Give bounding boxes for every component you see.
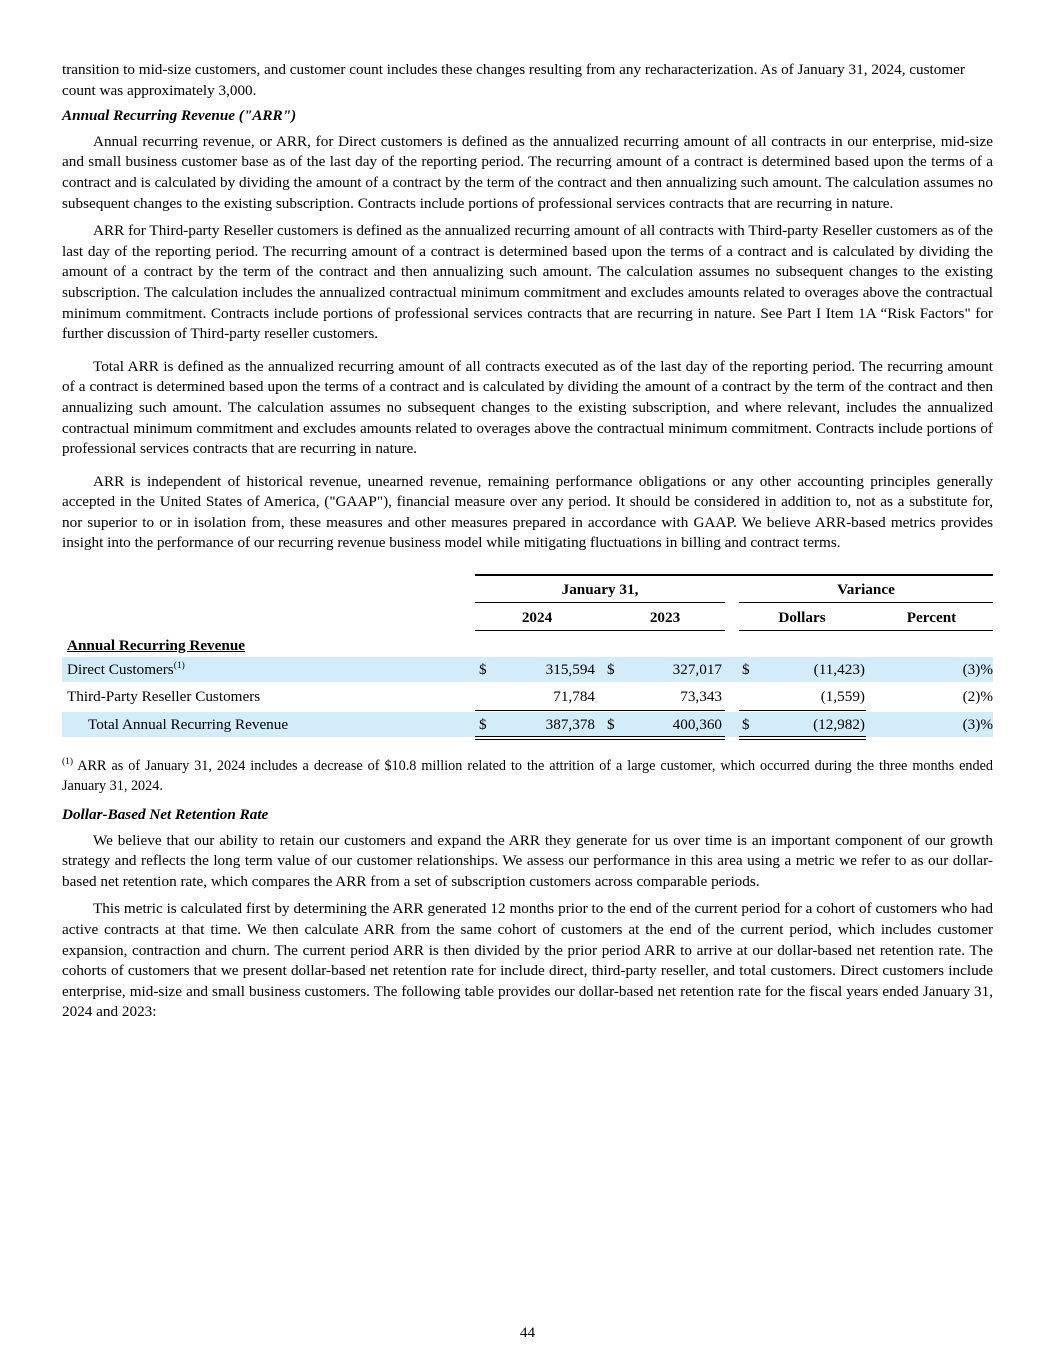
- header-2024: 2024: [521, 609, 553, 627]
- arr-table: [62, 574, 993, 742]
- row-label-total: Total Annual Recurring Revenue: [88, 716, 289, 734]
- arr-heading: Annual Recurring Revenue ("ARR"): [62, 107, 297, 125]
- retention-heading: Dollar-Based Net Retention Rate: [62, 806, 269, 824]
- value-dollars: (1,559): [820, 688, 865, 706]
- value-2023: 400,360: [672, 716, 722, 734]
- footnote-text: ARR as of January 31, 2024 includes a decrease of $10.8 million related to the attrition of a large customer, which occurred during the three months ended January 31, 2024.: [62, 758, 993, 795]
- value-2024: 71,784: [553, 688, 595, 706]
- value-dollars: (11,423): [813, 661, 865, 679]
- value-percent: (3)%: [962, 661, 993, 679]
- header-dollars: Dollars: [778, 609, 826, 627]
- value-2023: 73,343: [680, 688, 722, 706]
- currency-sign: $: [742, 716, 750, 734]
- row-label-direct: Direct Customers: [67, 661, 174, 679]
- section-label: Annual Recurring Revenue: [67, 637, 246, 655]
- retention-paragraph-1: We believe that our ability to retain our customers and expand the ARR they generate for us over time is an important component of our growth strategy and reflects the long term value of our customer relationships. We assess our performance in this area using a metric we refer to as our dollar-based net retention rate, which compares the ARR from a set of subscription customers across comparable periods.: [62, 831, 993, 890]
- currency-sign: $: [479, 661, 487, 679]
- currency-sign: $: [607, 716, 615, 734]
- footnote-ref: (1): [173, 661, 185, 672]
- page-number: 44: [519, 1324, 536, 1341]
- arr-paragraph-3: Total ARR is defined as the annualized recurring amount of all contracts executed as of the last day of the reporting period. The recurring amount of a contract is determined based upon the terms of a contract and is calculated by dividing the amount of a contract by the term of the contract and then annualizing such amount. The calculation assumes no subsequent changes to the existing subscription, and where relevant, includes the annualized contractual minimum commitment and excludes amounts related to overages above the contractual minimum commitment. Contracts include portions of professional services contracts that are recurring in nature.: [62, 357, 993, 458]
- page-body: [62, 60, 993, 1023]
- intro-fragment: transition to mid-size customers, and customer count includes these changes resulting from any recharacterization. As of January 31, 2024, customer count was approximately 3,000.: [62, 61, 965, 99]
- arr-paragraph-4: ARR is independent of historical revenue, unearned revenue, remaining performance obligations or any other accounting principles generally accepted in the United States of America, ("GAAP"), financial measure over any period. It should be considered in addition to, not as a substitute for, nor superior to or in isolation from, these measures and other measures prepared in accordance with GAAP. We believe ARR-based metrics provides insight into the performance of our recurring revenue business model while mitigating fluctuations in billing and contract terms.: [62, 472, 993, 552]
- currency-sign: $: [607, 661, 615, 679]
- header-2023: 2023: [649, 609, 681, 627]
- arr-paragraph-1: Annual recurring revenue, or ARR, for Direct customers is defined as the annualized recurring amount of all contracts in our enterprise, mid-size and small business customer base as of the last day of the reporting period. The recurring amount of a contract is determined based upon the terms of a contract and is calculated by dividing the amount of a contract by the term of the contract and then annualizing such amount. The calculation assumes no subsequent changes to the existing subscription. Contracts include portions of professional services contracts that are recurring in nature.: [62, 132, 993, 212]
- header-variance: Variance: [837, 581, 895, 599]
- currency-sign: $: [742, 661, 750, 679]
- row-label-reseller: Third-Party Reseller Customers: [67, 688, 261, 706]
- header-percent: Percent: [906, 609, 957, 627]
- footnote: [62, 756, 993, 796]
- value-dollars: (12,982): [813, 716, 865, 734]
- value-2023: 327,017: [672, 661, 722, 679]
- value-percent: (3)%: [962, 716, 993, 734]
- header-january: January 31,: [561, 581, 639, 599]
- arr-paragraph-2: ARR for Third-party Reseller customers is defined as the annualized recurring amount of all contracts with Third-party Reseller customers as of the last day of the reporting period. The recurring amount of a contract is determined based upon the terms of a contract and is calculated by dividing the amount of a contract by the term of the contract and then annualizing such amount. The calculation assumes no subsequent changes to the existing subscription. The calculation includes the annualized contractual minimum commitment and excludes amounts related to overages above the contractual minimum commitment. Contracts include portions of professional services contracts that are recurring in nature. See Part I Item 1A “Risk Factors" for further discussion of Third-party reseller customers.: [62, 222, 993, 343]
- value-percent: (2)%: [962, 688, 993, 706]
- currency-sign: $: [479, 716, 487, 734]
- footnote-marker: (1): [62, 757, 74, 768]
- value-2024: 387,378: [545, 716, 595, 734]
- value-2024: 315,594: [545, 661, 595, 679]
- retention-paragraph-2: This metric is calculated first by determining the ARR generated 12 months prior to the end of the current period for a cohort of customers who had active contracts at that time. We then calculate ARR from the same cohort of customers at the end of the current period, which includes customer expansion, contraction and churn. The current period ARR is then divided by the prior period ARR to arrive at our dollar-based net retention rate. The cohorts of customers that we present dollar-based net retention rate for include direct, third-party reseller, and total customers. Direct customers include enterprise, mid-size and small business customers. The following table provides our dollar-based net retention rate for the fiscal years ended January 31, 2024 and 2023:: [62, 900, 993, 1021]
